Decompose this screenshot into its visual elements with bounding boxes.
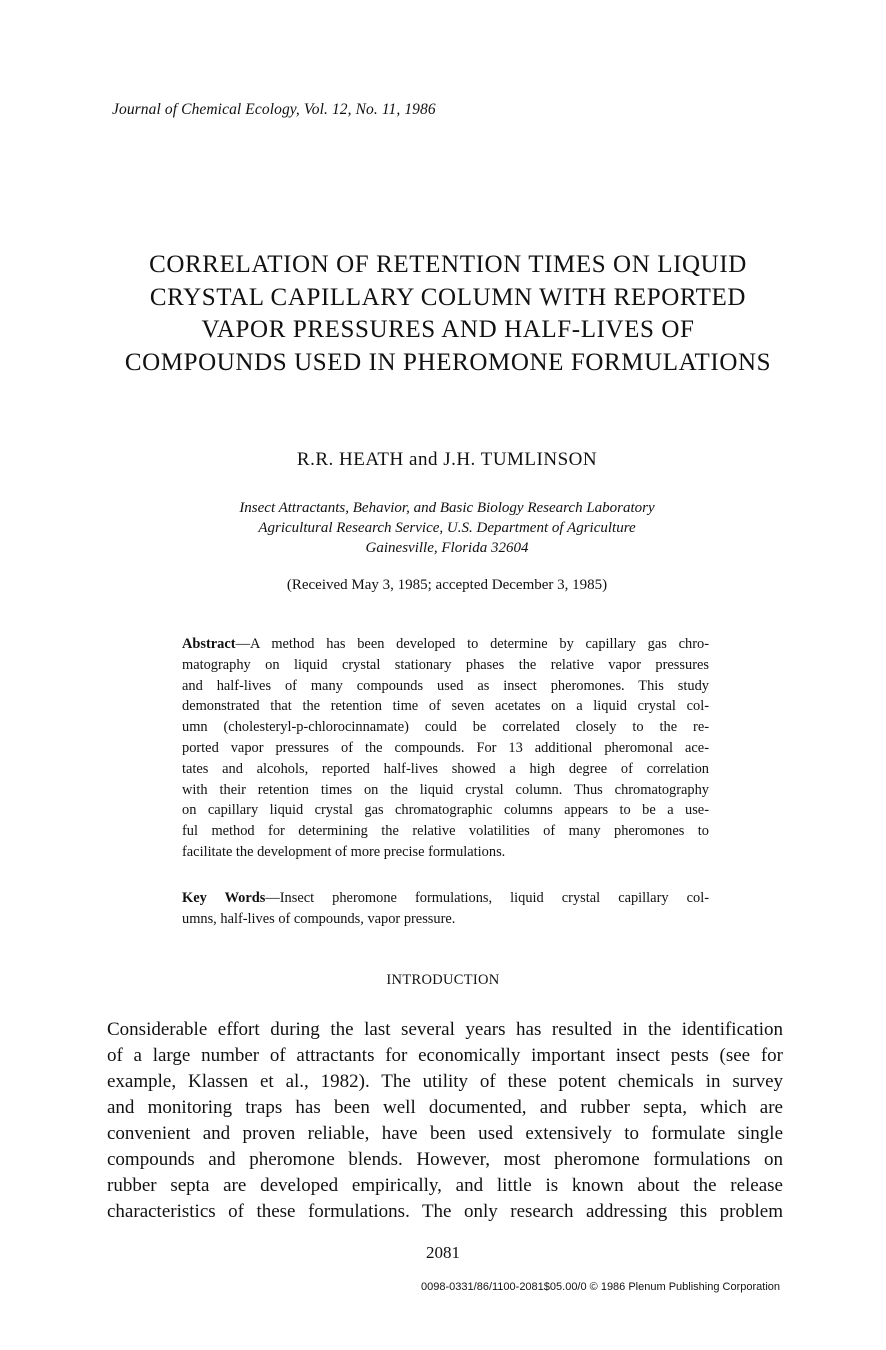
received-dates: (Received May 3, 1985; accepted December 3, 1985) [286, 577, 608, 593]
journal-citation: Journal of Chemical Ecology, Vol. 12, No. 11, 1986 [112, 101, 436, 118]
body-line: and monitoring traps has been well documented, and rubber septa, which are [107, 1097, 783, 1118]
body-line: characteristics of these formulations. The only research addressing this problem [107, 1201, 783, 1222]
body-line: of a large number of attractants for economically important insect pests (see for [107, 1045, 783, 1066]
body-line: rubber septa are developed empirically, and little is known about the release [107, 1175, 783, 1196]
affiliation [0, 498, 886, 558]
abstract-line: facilitate the development of more precise formulations. [182, 843, 506, 860]
abstract-line: matography on liquid crystal stationary phases the relative vapor pressures [182, 656, 709, 673]
title-line: CRYSTAL CAPILLARY COLUMN WITH REPORTED [149, 283, 747, 311]
title-line: VAPOR PRESSURES AND HALF-LIVES OF [201, 316, 695, 343]
abstract-line [182, 634, 709, 655]
body-line: Considerable effort during the last several years has resulted in the identification [107, 1019, 783, 1040]
title-line: COMPOUNDS USED IN PHEROMONE FORMULATIONS [124, 348, 772, 376]
keywords-line: umns, half-lives of compounds, vapor pressure. [182, 910, 456, 927]
article-title [60, 249, 836, 379]
keywords-line [182, 888, 709, 909]
body-line: compounds and pheromone blends. However, most pheromone formulations on [107, 1149, 783, 1170]
abstract-label: Abstract [182, 636, 236, 652]
abstract-line: and half-lives of many compounds used as insect pheromones. This study [182, 677, 709, 694]
affiliation-line: Agricultural Research Service, U.S. Department of Agriculture [258, 520, 636, 536]
abstract-line: ported vapor pressures of the compounds. For 13 additional pheromonal ace- [182, 739, 709, 756]
abstract-line: ful method for determining the relative volatilities of many pheromones to [182, 823, 709, 840]
copyright-footer: 0098-0331/86/1100-2081$05.00/0 © 1986 Plenum Publishing Corporation [421, 1281, 780, 1293]
keywords-label: Key Words [182, 890, 266, 906]
keywords-line-text: —Insect pheromone formulations, liquid crystal capillary col- [265, 890, 709, 906]
title-line: CORRELATION OF RETENTION TIMES ON LIQUID [149, 251, 747, 278]
page-number: 2081 [426, 1243, 460, 1262]
affiliation-line: Insect Attractants, Behavior, and Basic Biology Research Laboratory [239, 500, 655, 516]
body-line: example, Klassen et al., 1982). The utility of these potent chemicals in survey [107, 1071, 783, 1092]
body-line: convenient and proven reliable, have been used extensively to formulate single [107, 1123, 783, 1144]
affiliation-line: Gainesville, Florida 32604 [365, 540, 529, 556]
abstract [182, 634, 709, 863]
abstract-line: demonstrated that the retention time of seven acetates on a liquid crystal col- [182, 698, 709, 715]
abstract-line: umn (cholesteryl-p-chlorocinnamate) could be correlated closely to the re- [182, 719, 709, 736]
abstract-line: on capillary liquid crystal gas chromatographic columns appears to be a use- [182, 802, 709, 819]
abstract-line: with their retention times on the liquid crystal column. Thus chromatography [182, 781, 709, 798]
abstract-line: tates and alcohols, reported half-lives showed a high degree of correlation [182, 760, 709, 777]
abstract-line-text: —A method has been developed to determine by capillary gas chro- [235, 636, 709, 652]
authors: R.R. HEATH and J.H. TUMLINSON [296, 449, 598, 470]
body-paragraph [107, 1017, 783, 1225]
key-words [182, 888, 709, 930]
section-heading: INTRODUCTION [386, 972, 500, 988]
